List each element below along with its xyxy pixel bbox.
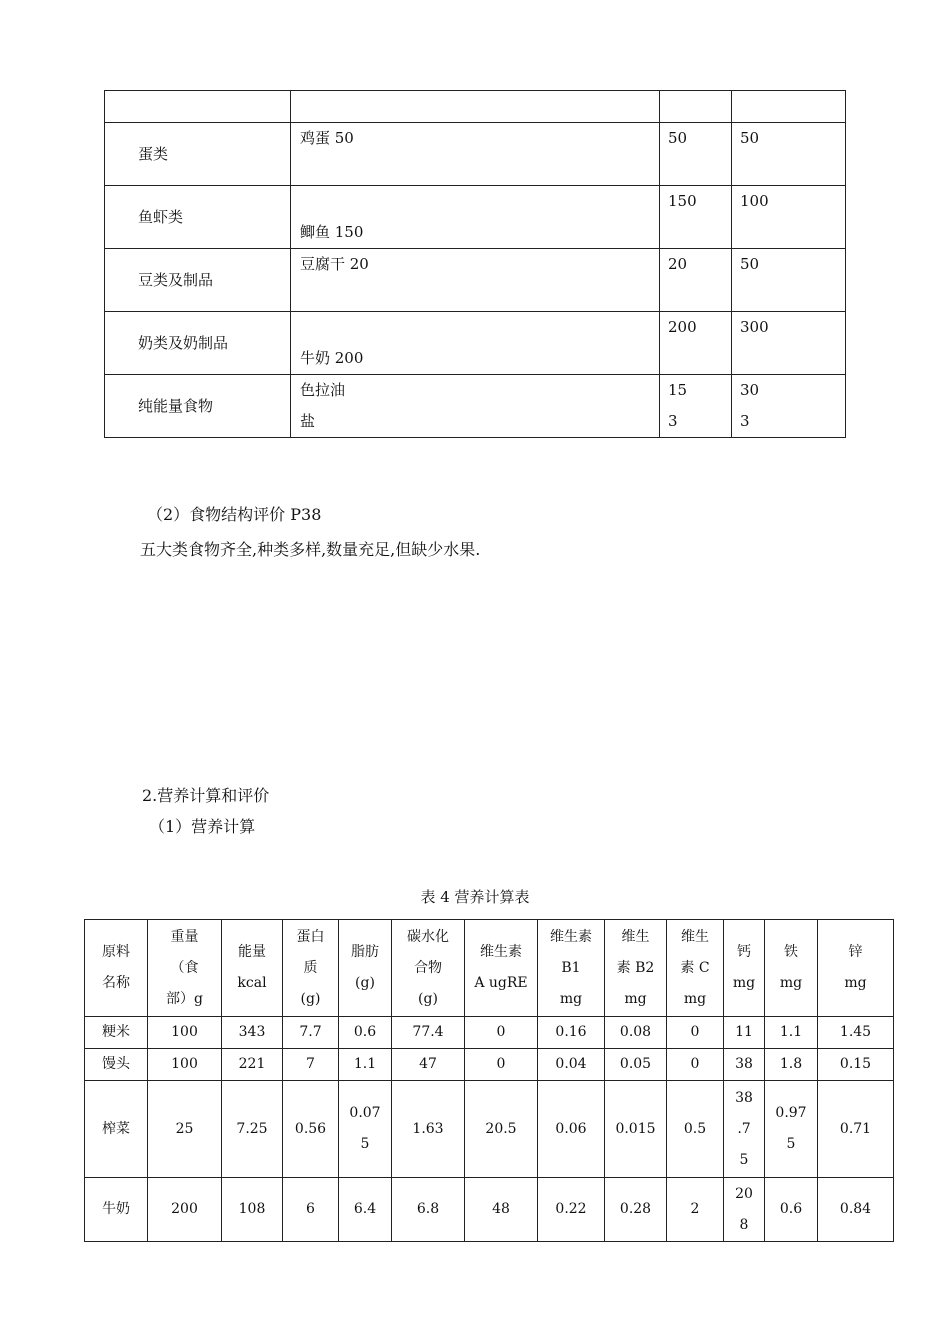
food-structure-table (104, 90, 846, 438)
nutrient-value (605, 1017, 667, 1049)
column-header-line: mg (624, 990, 647, 1007)
nutrient-value (465, 1017, 538, 1049)
food-items (291, 123, 660, 186)
cell-line: 0.6 (353, 1024, 377, 1040)
nutrient-value (392, 1049, 465, 1081)
food-amount-value: 15 (668, 381, 688, 399)
cell-line: 108 (238, 1201, 266, 1217)
column-header (538, 920, 605, 1017)
food-category (105, 91, 291, 123)
food-reference-value: 50 (740, 129, 760, 147)
food-reference-value: 30 (740, 381, 760, 399)
column-header-line: 蛋白 (296, 928, 325, 945)
nutrition-section-heading: 2.营养计算和评价 (142, 786, 270, 805)
nutrient-value (765, 1178, 818, 1242)
cell-line: 1.63 (412, 1120, 444, 1137)
food-items (291, 249, 660, 312)
food-amount (660, 312, 732, 375)
food-item: 色拉油 (300, 381, 346, 399)
cell-line: 1.8 (779, 1056, 803, 1072)
cell-line: 20 (735, 1185, 753, 1202)
cell-line: 343 (238, 1024, 266, 1040)
nutrient-value (724, 1081, 765, 1178)
column-header (465, 920, 538, 1017)
column-header-line: 脂肪 (351, 944, 379, 960)
column-header-line: （食 (170, 959, 199, 976)
column-header-line: 维生 (621, 928, 650, 945)
cell-line: 11 (735, 1024, 753, 1040)
food-items (291, 312, 660, 375)
cell-line: 0.71 (839, 1120, 872, 1137)
nutrient-value (818, 1049, 894, 1081)
cell-line: 100 (171, 1024, 198, 1040)
nutrition-row (85, 1081, 894, 1178)
cell-line: 0.15 (839, 1056, 872, 1072)
nutrient-value (724, 1017, 765, 1049)
column-header-line: 重量 (170, 928, 199, 945)
food-amount-value: 3 (668, 412, 678, 430)
nutrient-value (765, 1081, 818, 1178)
food-amount (660, 91, 732, 123)
column-header-line: 原料 (102, 944, 130, 960)
food-category: 蛋类 (105, 123, 291, 186)
column-header-line: 维生素 (550, 928, 592, 945)
food-item (300, 91, 659, 122)
table-caption: 表 4 营养计算表 (420, 888, 530, 906)
column-header-line: 质 (303, 959, 318, 976)
column-header (667, 920, 724, 1017)
nutrient-value (339, 1049, 392, 1081)
column-header-line: 能量 (238, 944, 266, 960)
column-header (283, 920, 339, 1017)
column-header-line: mg (779, 975, 803, 991)
food-amount (660, 375, 732, 438)
food-item: 豆腐干 20 (300, 255, 369, 273)
food-amount-value: 150 (668, 192, 697, 210)
nutrient-value (538, 1081, 605, 1178)
cell-line: 0.07 (349, 1105, 381, 1121)
cell-line: 20.5 (485, 1120, 517, 1137)
nutrient-value (724, 1178, 765, 1242)
nutrient-value (538, 1017, 605, 1049)
food-row (105, 249, 846, 312)
nutrient-value (148, 1017, 222, 1049)
food-reference (732, 375, 846, 438)
food-category: 奶类及奶制品 (105, 312, 291, 375)
cell-line: 0.16 (555, 1024, 587, 1040)
nutrient-value (605, 1178, 667, 1242)
cell-line: 0.28 (619, 1201, 652, 1217)
nutrition-row (85, 1178, 894, 1242)
cell-line: 0.08 (619, 1024, 652, 1040)
column-header (222, 920, 283, 1017)
nutrient-value (465, 1049, 538, 1081)
nutrient-value (283, 1081, 339, 1178)
nutrient-value (222, 1178, 283, 1242)
column-header-line: 素 C (680, 959, 710, 976)
nutrient-value (605, 1049, 667, 1081)
cell-line: 0.015 (615, 1120, 656, 1137)
column-header-line: (g) (355, 975, 375, 991)
cell-line: 8 (739, 1216, 749, 1233)
cell-line: 48 (492, 1201, 510, 1217)
cell-line: 77.4 (412, 1024, 444, 1040)
food-amount (660, 123, 732, 186)
nutrient-value (392, 1178, 465, 1242)
nutrition-subheading: （1）营养计算 (149, 817, 256, 836)
food-reference-value: 50 (740, 255, 760, 273)
food-category: 鱼虾类 (105, 186, 291, 249)
nutrition-row (85, 1049, 894, 1081)
food-row (105, 375, 846, 438)
food-items (291, 375, 660, 438)
column-header-line: mg (732, 975, 756, 991)
column-header (392, 920, 465, 1017)
nutrient-value (538, 1049, 605, 1081)
column-header (605, 920, 667, 1017)
cell-line: 馒头 (102, 1056, 130, 1072)
cell-line: 25 (175, 1120, 194, 1137)
food-row (105, 123, 846, 186)
column-header-line: 钙 (737, 944, 751, 960)
column-header (765, 920, 818, 1017)
column-header-line: kcal (237, 975, 267, 991)
nutrient-value (283, 1017, 339, 1049)
cell-line: 0.6 (779, 1201, 803, 1217)
cell-line: 0.5 (683, 1120, 707, 1137)
cell-line: 7.7 (299, 1024, 322, 1040)
cell-line: 200 (171, 1201, 198, 1217)
cell-line: 0.05 (619, 1056, 652, 1072)
column-header-line: 素 B2 (616, 959, 655, 976)
column-header-line: mg (559, 990, 583, 1007)
column-header (85, 920, 148, 1017)
cell-line: 1.45 (839, 1024, 872, 1040)
nutrient-value (724, 1049, 765, 1081)
cell-line: 5 (786, 1136, 796, 1152)
cell-line: 2 (690, 1201, 700, 1217)
nutrient-value (148, 1049, 222, 1081)
food-row (105, 186, 846, 249)
food-eval-heading: （2）食物结构评价 P38 (147, 505, 322, 524)
food-amount-value (668, 91, 731, 122)
column-header-line: B1 (561, 959, 581, 976)
nutrient-value (339, 1017, 392, 1049)
food-row (105, 312, 846, 375)
nutrition-row (85, 1017, 894, 1049)
food-amount (660, 186, 732, 249)
column-header (818, 920, 894, 1017)
nutrient-value (222, 1017, 283, 1049)
cell-line: 0 (496, 1056, 506, 1072)
food-eval-body: 五大类食物齐全,种类多样,数量充足,但缺少水果. (140, 540, 481, 559)
cell-line: 0.22 (555, 1201, 587, 1217)
food-item (300, 312, 659, 343)
food-reference (732, 123, 846, 186)
column-header-line: (g) (418, 990, 438, 1007)
nutrient-value (667, 1178, 724, 1242)
nutrition-table (84, 919, 894, 1242)
cell-line: 0.04 (555, 1056, 587, 1072)
nutrient-value (538, 1178, 605, 1242)
food-reference-value: 3 (740, 412, 750, 430)
nutrient-value (222, 1049, 283, 1081)
column-header-line: 维生素 (480, 944, 522, 960)
cell-line: 0.56 (294, 1120, 327, 1137)
cell-line: 0 (690, 1056, 700, 1072)
food-amount (660, 249, 732, 312)
column-header-line: 铁 (784, 944, 798, 960)
nutrient-value (148, 1081, 222, 1178)
food-amount-value: 20 (668, 255, 688, 273)
nutrient-value (222, 1081, 283, 1178)
food-reference (732, 91, 846, 123)
cell-line: 0 (496, 1024, 506, 1040)
nutrient-value (818, 1017, 894, 1049)
cell-line: 0.06 (555, 1120, 587, 1137)
cell-line: 牛奶 (102, 1201, 130, 1217)
cell-line: 221 (238, 1056, 266, 1072)
column-header-line: A ugRE (474, 975, 528, 991)
food-reference (732, 312, 846, 375)
cell-line: 0.97 (775, 1105, 807, 1121)
cell-line: 6 (306, 1201, 315, 1217)
cell-line: 1.1 (353, 1056, 377, 1072)
column-header-line: mg (683, 990, 707, 1007)
nutrient-value (667, 1017, 724, 1049)
column-header (339, 920, 392, 1017)
cell-line: 0 (690, 1024, 700, 1040)
nutrient-value (667, 1049, 724, 1081)
nutrient-value (392, 1081, 465, 1178)
nutrient-value (818, 1178, 894, 1242)
food-items (291, 91, 660, 123)
nutrient-value (818, 1081, 894, 1178)
food-reference-value: 300 (740, 318, 769, 336)
cell-line: 7 (306, 1056, 315, 1072)
nutrient-value (339, 1178, 392, 1242)
food-category: 纯能量食物 (105, 375, 291, 438)
nutrient-value (465, 1081, 538, 1178)
cell-line: 7.25 (236, 1120, 268, 1137)
food-reference-value (740, 91, 845, 122)
food-amount-value: 200 (668, 318, 697, 336)
food-category: 豆类及制品 (105, 249, 291, 312)
nutrient-value (283, 1178, 339, 1242)
nutrient-value (765, 1017, 818, 1049)
cell-line: 100 (171, 1056, 198, 1072)
cell-line: 5 (360, 1136, 370, 1152)
column-header-line: (g) (300, 990, 321, 1007)
column-header-line: 碳水化 (407, 928, 449, 945)
cell-line: 38 (735, 1089, 753, 1106)
nutrient-value (392, 1017, 465, 1049)
food-item: 牛奶 200 (300, 349, 364, 367)
cell-line: 1.1 (779, 1024, 803, 1040)
food-item: 鲫鱼 150 (300, 223, 364, 241)
ingredient-name (85, 1081, 148, 1178)
food-item: 鸡蛋 50 (300, 129, 354, 147)
food-items (291, 186, 660, 249)
food-reference (732, 186, 846, 249)
cell-line: 6.4 (353, 1201, 377, 1217)
cell-line: 5 (739, 1151, 749, 1168)
nutrient-value (283, 1049, 339, 1081)
nutrient-value (465, 1178, 538, 1242)
column-header (148, 920, 222, 1017)
nutrition-table-header-row (85, 920, 894, 1017)
food-reference-value: 100 (740, 192, 769, 210)
nutrient-value (605, 1081, 667, 1178)
column-header-line: 维生 (681, 928, 709, 945)
food-item: 盐 (300, 412, 316, 430)
column-header-line: 名称 (102, 975, 130, 991)
food-amount-value: 50 (668, 129, 688, 147)
column-header-line: 锌 (848, 944, 863, 960)
food-reference (732, 249, 846, 312)
column-header-line: mg (844, 975, 867, 991)
ingredient-name (85, 1049, 148, 1081)
cell-line: 38 (735, 1056, 753, 1072)
nutrient-value (765, 1049, 818, 1081)
column-header-line: 部）g (166, 990, 203, 1007)
nutrient-value (339, 1081, 392, 1178)
cell-line: .7 (737, 1120, 751, 1137)
cell-line: 粳米 (102, 1024, 130, 1040)
cell-line: 6.8 (416, 1201, 440, 1217)
column-header (724, 920, 765, 1017)
ingredient-name (85, 1017, 148, 1049)
cell-line: 0.84 (839, 1201, 872, 1217)
cell-line: 47 (419, 1056, 437, 1072)
cell-line: 榨菜 (102, 1120, 130, 1137)
ingredient-name (85, 1178, 148, 1242)
nutrient-value (148, 1178, 222, 1242)
food-row (105, 91, 846, 123)
food-item (300, 186, 659, 217)
nutrient-value (667, 1081, 724, 1178)
column-header-line: 合物 (414, 959, 442, 976)
